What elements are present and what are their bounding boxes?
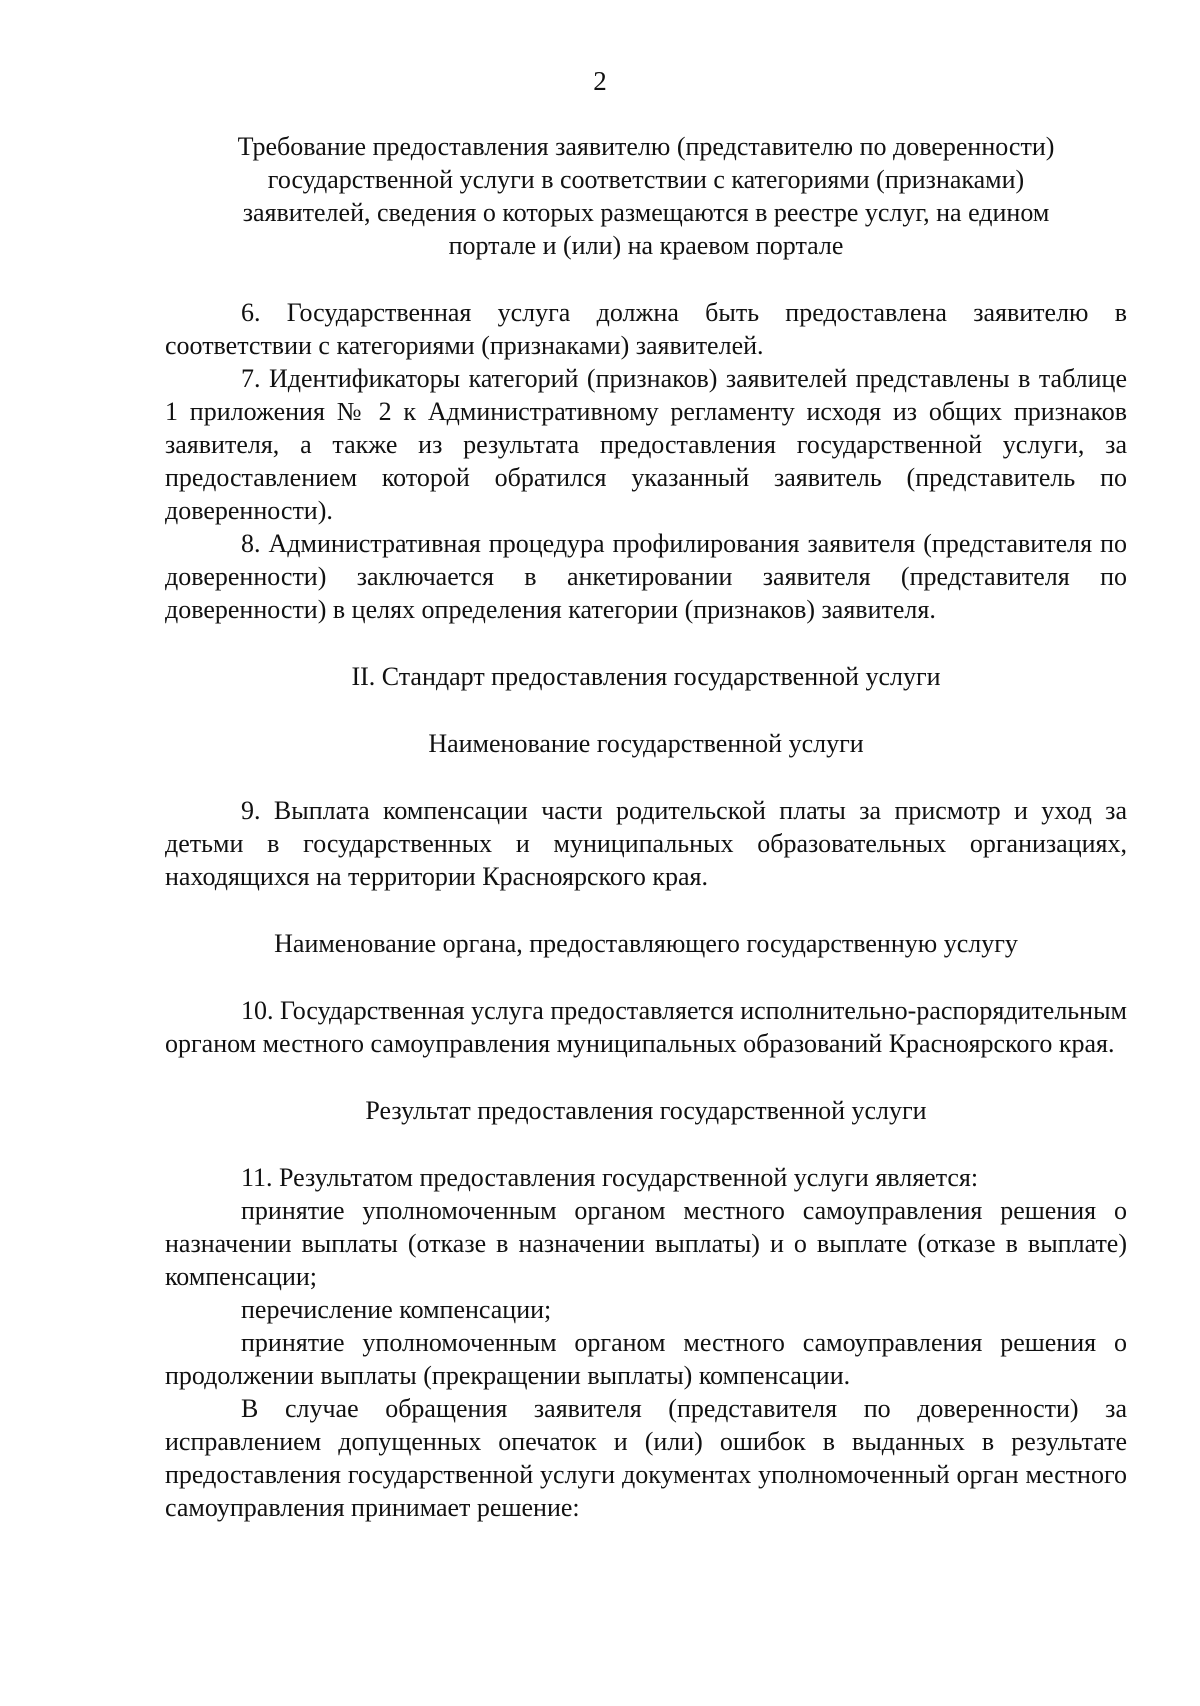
document-body [165,130,1127,1524]
spacer [165,626,1127,660]
intro-heading [165,130,1127,262]
intro-heading-line: заявителей, сведения о которых размещаются в реестре услуг, на едином [242,198,1050,227]
intro-heading-line: портале и (или) на краевом портале [448,231,844,260]
page-number: 2 [593,66,607,96]
paragraph-9: 9. Выплата компенсации части родительской платы за присмотр и уход за детьми в государственных и муниципальных образовательных организациях, находящихся на территории Красноярского края. [165,796,1127,891]
paragraph-11: 11. Результатом предоставления государственной услуги является: [241,1163,979,1192]
paragraph-7: 7. Идентификаторы категорий (признаков) заявителей представлены в таблице 1 приложения № 2 к Административному регламенту исходя из общих признаков заявителя, а также из результата предоставления государственной услуги, за предоставлением которой обратился указанный заявитель (представитель по доверенности). [165,364,1127,525]
intro-heading-line: Требование предоставления заявителю (представителю по доверенности) [237,132,1055,161]
subsection-heading-service-name: Наименование государственной услуги [428,729,864,758]
subsection-heading-authority-name: Наименование органа, предоставляющего государственную услугу [274,929,1018,958]
section-title: II. Стандарт предоставления государственной услуги [351,662,941,691]
spacer [165,893,1127,927]
subsection-heading-result: Результат предоставления государственной услуги [365,1096,927,1125]
paragraph-8: 8. Административная процедура профилирования заявителя (представителя по доверенности) заключается в анкетировании заявителя (представителя по доверенности) в целях определения категории (признаков) заявителя. [165,529,1127,624]
result-item-decision: принятие уполномоченным органом местного самоуправления решения о назначении выплаты (отказе в назначении выплаты) и о выплате (отказе в выплате) компенсации; [165,1196,1127,1291]
result-item-transfer: перечисление компенсации; [241,1295,552,1324]
spacer [165,1060,1127,1094]
paragraph-10: 10. Государственная услуга предоставляется исполнительно-распорядительным органом местного самоуправления муниципальных образований Красноярского края. [165,996,1127,1058]
paragraph-6: 6. Государственная услуга должна быть предоставлена заявителю в соответствии с категориями (признаками) заявителей. [165,298,1127,360]
result-item-corrections: В случае обращения заявителя (представителя по доверенности) за исправлением допущенных опечаток и (или) ошибок в выданных в результате предоставления государственной услуги документах уполномоченный орган местного самоуправления принимает решение: [165,1394,1127,1522]
intro-heading-line: государственной услуги в соответствии с категориями (признаками) [267,165,1025,194]
result-item-continuation: принятие уполномоченным органом местного самоуправления решения о продолжении выплаты (прекращении выплаты) компенсации. [165,1328,1127,1390]
